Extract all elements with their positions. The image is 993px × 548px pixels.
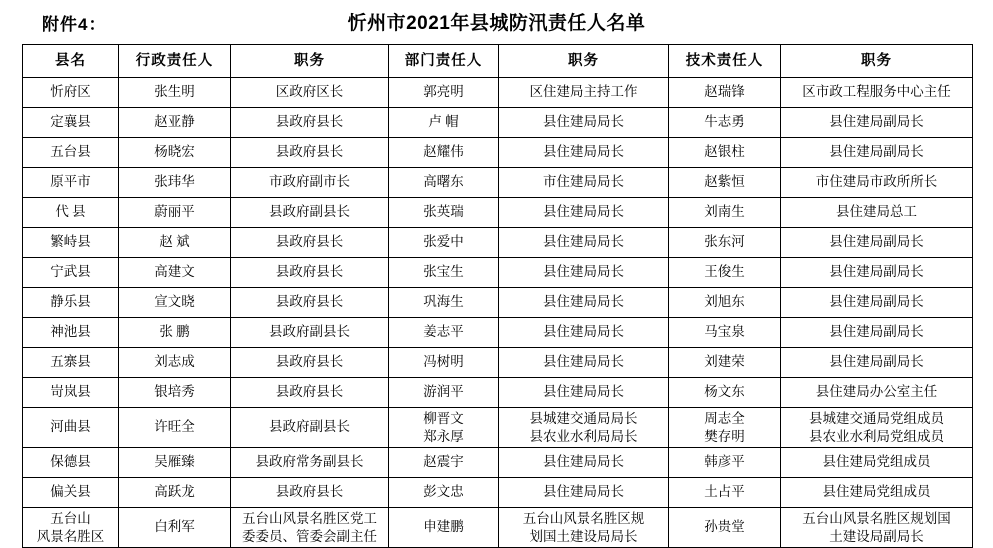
cell-dept-title: 县住建局局长 [499,138,669,168]
table-body [23,78,973,548]
cell-line: 五台山风景名胜区党工 [242,511,377,527]
column-header-admin-person: 行政责任人 [119,45,231,78]
cell-dept-person: 张爱中 [389,228,499,258]
cell-county: 繁峙县 [23,228,119,258]
table-row [23,318,973,348]
table-row [23,198,973,228]
cell-admin-person: 银培秀 [119,378,231,408]
cell-admin-person: 高跃龙 [119,478,231,508]
cell-admin-title: 县政府县长 [231,478,389,508]
cell-tech-title: 县住建局副局长 [781,258,973,288]
attachment-label: 附件4： [42,15,107,34]
cell-tech-person: 刘旭东 [669,288,781,318]
cell-admin-person: 张生明 [119,78,231,108]
cell-admin-person: 赵亚静 [119,108,231,138]
cell-county: 宁武县 [23,258,119,288]
cell-tech-title [781,408,973,448]
cell-tech-title: 县住建局办公室主任 [781,378,973,408]
roster-table-container [22,44,972,548]
cell-dept-title: 县住建局局长 [499,478,669,508]
cell-dept-person: 张宝生 [389,258,499,288]
table-row [23,448,973,478]
cell-tech-person: 牛志勇 [669,108,781,138]
column-header-tech-title: 职务 [781,45,973,78]
table-header [23,45,973,78]
cell-dept-title [499,408,669,448]
cell-dept-person: 高曙东 [389,168,499,198]
cell-admin-person: 杨晓宏 [119,138,231,168]
table-row [23,108,973,138]
cell-county: 河曲县 [23,408,119,448]
cell-dept-person: 冯树明 [389,348,499,378]
cell-tech-person [669,408,781,448]
cell-tech-person: 王俊生 [669,258,781,288]
column-header-admin-title: 职务 [231,45,389,78]
cell-line: 柳晋文 [423,411,464,426]
cell-admin-person: 刘志成 [119,348,231,378]
cell-admin-title: 县政府县长 [231,258,389,288]
cell-dept-title: 县住建局局长 [499,448,669,478]
table-row [23,348,973,378]
cell-admin-person: 高建文 [119,258,231,288]
cell-tech-person: 土占平 [669,478,781,508]
cell-tech-title: 县住建局副局长 [781,348,973,378]
cell-dept-person: 游润平 [389,378,499,408]
cell-dept-person: 郭亮明 [389,78,499,108]
table-row [23,408,973,448]
cell-admin-title: 县政府副县长 [231,408,389,448]
cell-line: 郑永厚 [423,428,464,444]
cell-line: 县城建交通局党组成员 [809,411,944,426]
cell-admin-person: 赵 斌 [119,228,231,258]
cell-line: 风景名胜区 [36,528,105,544]
cell-tech-person: 孙贵堂 [669,508,781,548]
cell-admin-title: 县政府副县长 [231,198,389,228]
cell-dept-person: 赵耀伟 [389,138,499,168]
cell-tech-person: 张东河 [669,228,781,258]
cell-dept-person: 巩海生 [389,288,499,318]
cell-dept-person: 彭文忠 [389,478,499,508]
cell-admin-person: 张 鹏 [119,318,231,348]
cell-line: 五台山风景名胜区规 [522,511,645,527]
table-header-row [23,45,973,78]
cell-tech-title: 市住建局市政所所长 [781,168,973,198]
cell-tech-title: 区市政工程服务中心主任 [781,78,973,108]
table-row [23,478,973,508]
cell-line: 县农业水利局党组成员 [809,428,944,444]
cell-county: 岢岚县 [23,378,119,408]
cell-county: 原平市 [23,168,119,198]
cell-line: 县农业水利局局长 [529,428,638,444]
cell-admin-person: 许旺全 [119,408,231,448]
cell-tech-person: 赵瑞锋 [669,78,781,108]
cell-tech-title: 县住建局党组成员 [781,478,973,508]
cell-dept-title: 县住建局局长 [499,258,669,288]
cell-county: 神池县 [23,318,119,348]
cell-admin-title: 县政府县长 [231,348,389,378]
column-header-dept-title: 职务 [499,45,669,78]
cell-tech-title: 县住建局副局长 [781,228,973,258]
cell-dept-person: 姜志平 [389,318,499,348]
cell-dept-title: 县住建局局长 [499,228,669,258]
cell-line: 县城建交通局局长 [529,411,638,426]
cell-dept-title: 县住建局局长 [499,198,669,228]
page-title: 忻州市2021年县城防汛责任人名单 [347,13,646,34]
table-row [23,138,973,168]
cell-county: 保德县 [23,448,119,478]
cell-line: 樊存明 [704,428,745,444]
cell-dept-title: 县住建局局长 [499,348,669,378]
cell-tech-person: 马宝泉 [669,318,781,348]
cell-admin-person: 蔚丽平 [119,198,231,228]
table-row [23,288,973,318]
cell-line: 划国土建设局局长 [529,528,638,544]
cell-county: 静乐县 [23,288,119,318]
cell-dept-person [389,408,499,448]
cell-county: 忻府区 [23,78,119,108]
cell-county: 五台县 [23,138,119,168]
cell-admin-title: 县政府县长 [231,378,389,408]
cell-county: 代 县 [23,198,119,228]
column-header-county: 县名 [23,45,119,78]
cell-tech-title: 县住建局副局长 [781,138,973,168]
cell-admin-person: 张玮华 [119,168,231,198]
cell-tech-title: 县住建局副局长 [781,318,973,348]
cell-tech-title: 县住建局党组成员 [781,448,973,478]
table-row [23,258,973,288]
cell-admin-title: 县政府县长 [231,288,389,318]
cell-admin-title: 县政府副县长 [231,318,389,348]
cell-admin-title: 县政府县长 [231,228,389,258]
column-header-tech-person: 技术责任人 [669,45,781,78]
cell-tech-title: 县住建局副局长 [781,288,973,318]
cell-dept-title: 县住建局局长 [499,288,669,318]
cell-dept-person: 张英瑞 [389,198,499,228]
cell-tech-title: 县住建局副局长 [781,108,973,138]
cell-admin-title: 区政府区长 [231,78,389,108]
cell-dept-person: 赵震宇 [389,448,499,478]
roster-table [22,44,973,548]
cell-dept-title: 区住建局主持工作 [499,78,669,108]
table-row [23,378,973,408]
cell-dept-title: 县住建局局长 [499,318,669,348]
cell-admin-person: 宣文晓 [119,288,231,318]
table-row [23,78,973,108]
cell-county: 五寨县 [23,348,119,378]
table-row [23,168,973,198]
cell-admin-title: 市政府副市长 [231,168,389,198]
cell-tech-person: 刘南生 [669,198,781,228]
cell-admin-person: 白利军 [119,508,231,548]
cell-admin-title: 县政府县长 [231,108,389,138]
cell-tech-person: 刘建荣 [669,348,781,378]
cell-county: 定襄县 [23,108,119,138]
cell-tech-person: 赵银柱 [669,138,781,168]
column-header-dept-person: 部门责任人 [389,45,499,78]
cell-admin-title: 县政府常务副县长 [231,448,389,478]
cell-admin-person: 吴雁臻 [119,448,231,478]
cell-tech-title: 县住建局总工 [781,198,973,228]
document-header [0,0,993,44]
cell-admin-title: 县政府县长 [231,138,389,168]
cell-tech-person: 杨文东 [669,378,781,408]
cell-dept-title: 县住建局局长 [499,108,669,138]
cell-tech-person: 赵紫恒 [669,168,781,198]
cell-dept-title: 市住建局局长 [499,168,669,198]
cell-county: 偏关县 [23,478,119,508]
cell-dept-person: 卢 帽 [389,108,499,138]
table-row [23,228,973,258]
cell-dept-person: 申建鹏 [389,508,499,548]
cell-line: 五台山风景名胜区规划国 [802,511,951,527]
cell-line: 五台山 [50,511,91,527]
cell-line: 土建设局副局长 [829,528,924,544]
cell-dept-title: 县住建局局长 [499,378,669,408]
cell-tech-person: 韩彦平 [669,448,781,478]
cell-line: 委委员、管委会副主任 [242,528,377,544]
cell-line: 周志全 [704,411,745,426]
